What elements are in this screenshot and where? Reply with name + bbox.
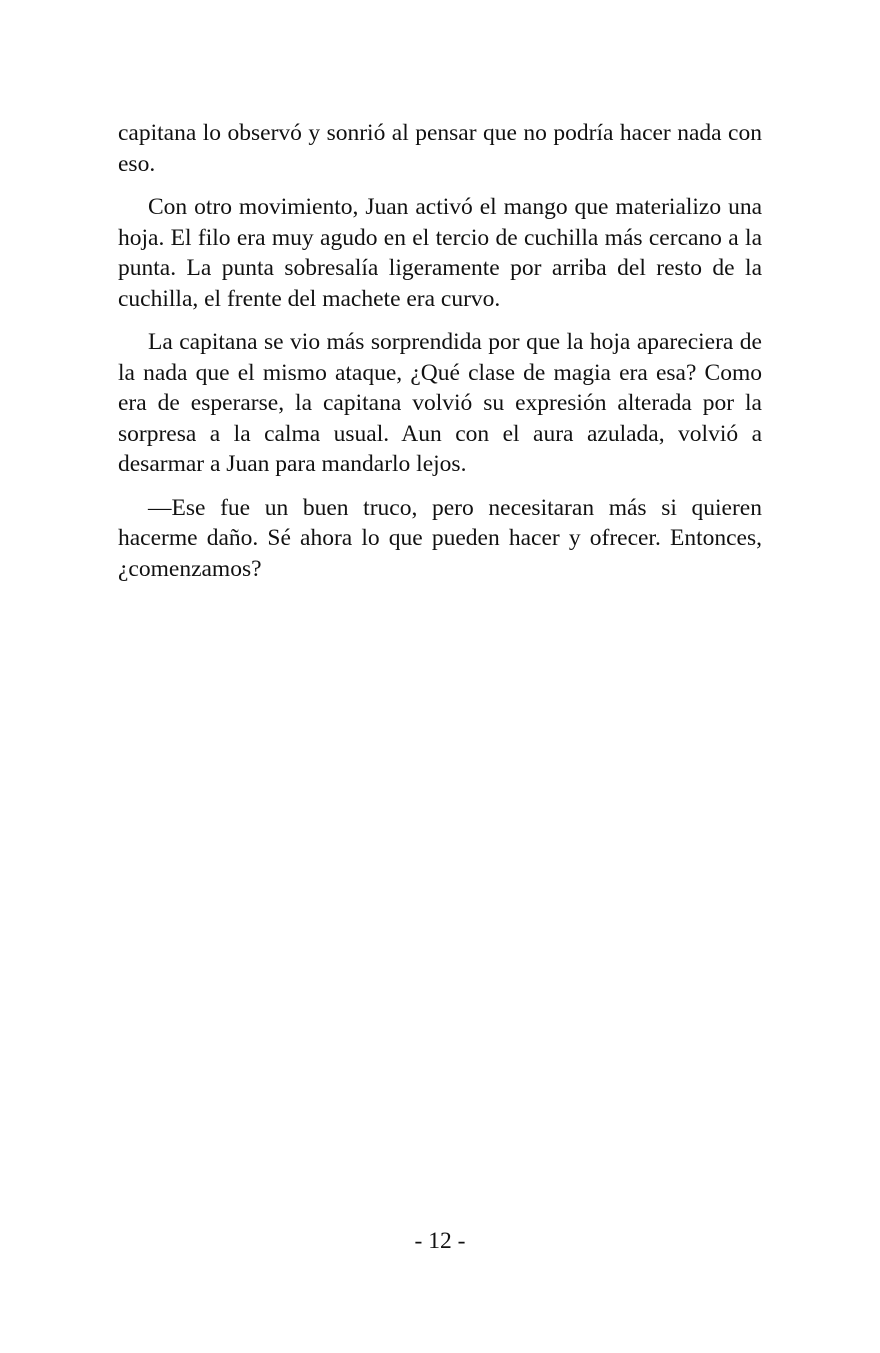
paragraph-continuation: capitana lo observó y sonrió al pensar que no podría hacer nada con eso. bbox=[118, 120, 762, 177]
page-number: - 12 - bbox=[414, 1228, 466, 1254]
paragraph: La capitana se vio más sorprendida por que la hoja apareciera de la nada que el mismo ataque, ¿Qué clase de magia era esa? Como era de esperarse, la capitana volvió su expresión alterada por la sorpresa a la calma usual. Aun con el aura azulada, volvió a desarmar a Juan para mandarlo lejos. bbox=[118, 329, 762, 477]
paragraph-dialogue: —Ese fue un buen truco, pero necesitaran más si quieren hacerme daño. Sé ahora lo que pueden hacer y ofrecer. Entonces, ¿comenzamos? bbox=[118, 494, 762, 582]
paragraph: Con otro movimiento, Juan activó el mango que materializo una hoja. El filo era muy agudo en el tercio de cuchilla más cercano a la punta. La punta sobresalía ligeramente por arriba del resto de la cuchilla, el frente del machete era curvo. bbox=[118, 194, 762, 312]
page-body bbox=[118, 118, 762, 597]
